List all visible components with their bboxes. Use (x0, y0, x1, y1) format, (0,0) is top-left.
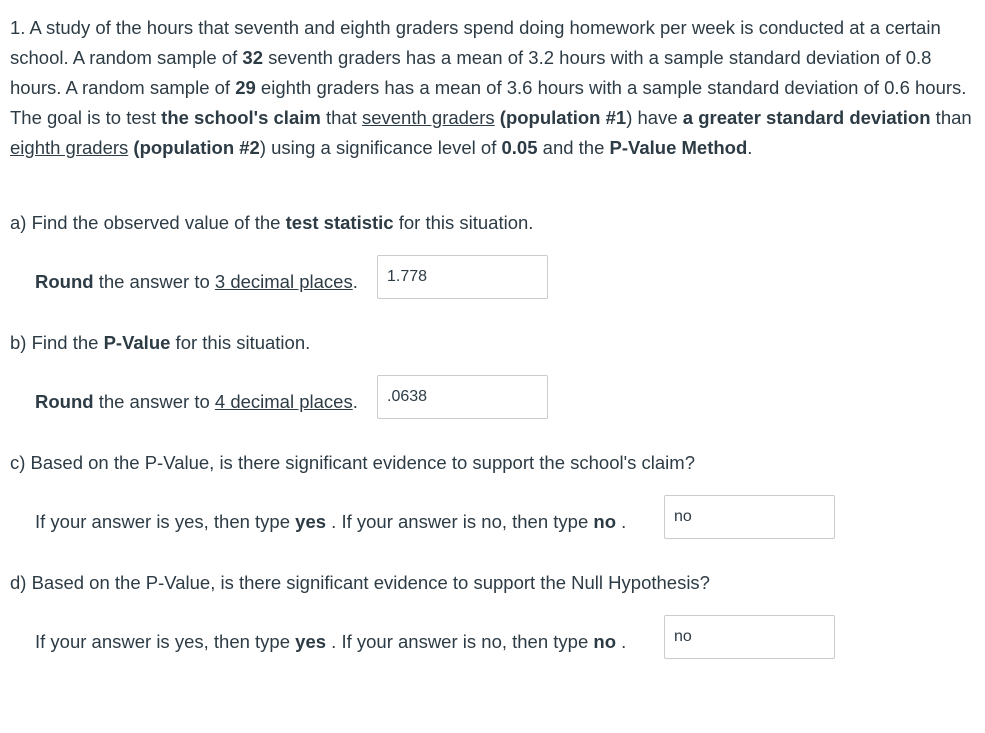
test-statistic-label: test statistic (285, 212, 394, 233)
intro-text: than (930, 107, 972, 128)
question-b: b) Find the P-Value for this situation. (10, 332, 311, 353)
question-a: a) Find the observed value of the test statistic for this situation. (10, 212, 534, 233)
claim-label: the school's claim (161, 107, 321, 128)
answer-input-b[interactable]: .0638 (377, 375, 548, 419)
intro-text: that (320, 107, 362, 128)
sample-size-2: 29 (235, 77, 256, 98)
intro-text: 1. A study of the hours that seventh and eighth graders spend doing homework per week is conducted at a certain school. A random sample of (10, 17, 941, 68)
population-2-label: (population #2 (133, 137, 260, 158)
intro-text: seventh graders has a mean of 3.2 hours with a sample standard deviation of 0.8 hours. A random sample of (10, 47, 932, 98)
intro-text: eighth graders has a mean of 3.6 hours with a sample standard deviation of 0.6 hours. The goal is to test (10, 77, 967, 128)
answer-input-a[interactable]: 1.778 (377, 255, 548, 299)
significance-level: 0.05 (501, 137, 538, 158)
population-1-label: (population #1 (499, 107, 627, 128)
intro-text: and the (537, 137, 610, 158)
yes-no-instruction-c: If your answer is yes, then type yes . If your answer is no, then type no . (35, 511, 627, 532)
intro-text: . (747, 137, 753, 158)
answer-input-d[interactable]: no (664, 615, 835, 659)
question-c: c) Based on the P-Value, is there significant evidence to support the school's claim? (10, 452, 695, 473)
method-name: P-Value Method (609, 137, 748, 158)
population-1-name: seventh graders (361, 107, 495, 128)
intro-text: ) have (626, 107, 683, 128)
sample-size-1: 32 (242, 47, 263, 68)
p-value-label: P-Value (103, 332, 171, 353)
round-instruction-a: Round the answer to 3 decimal places. (35, 271, 358, 292)
greater-sd-phrase: a greater standard deviation (682, 107, 931, 128)
answer-input-c[interactable]: no (664, 495, 835, 539)
yes-no-instruction-d: If your answer is yes, then type yes . If your answer is no, then type no . (35, 631, 627, 652)
round-instruction-b: Round the answer to 4 decimal places. (35, 391, 358, 412)
intro-text: ) using a significance level of (259, 137, 502, 158)
question-d: d) Based on the P-Value, is there significant evidence to support the Null Hypothesis? (10, 572, 710, 593)
population-2-name: eighth graders (10, 137, 129, 158)
question-intro (10, 13, 975, 163)
